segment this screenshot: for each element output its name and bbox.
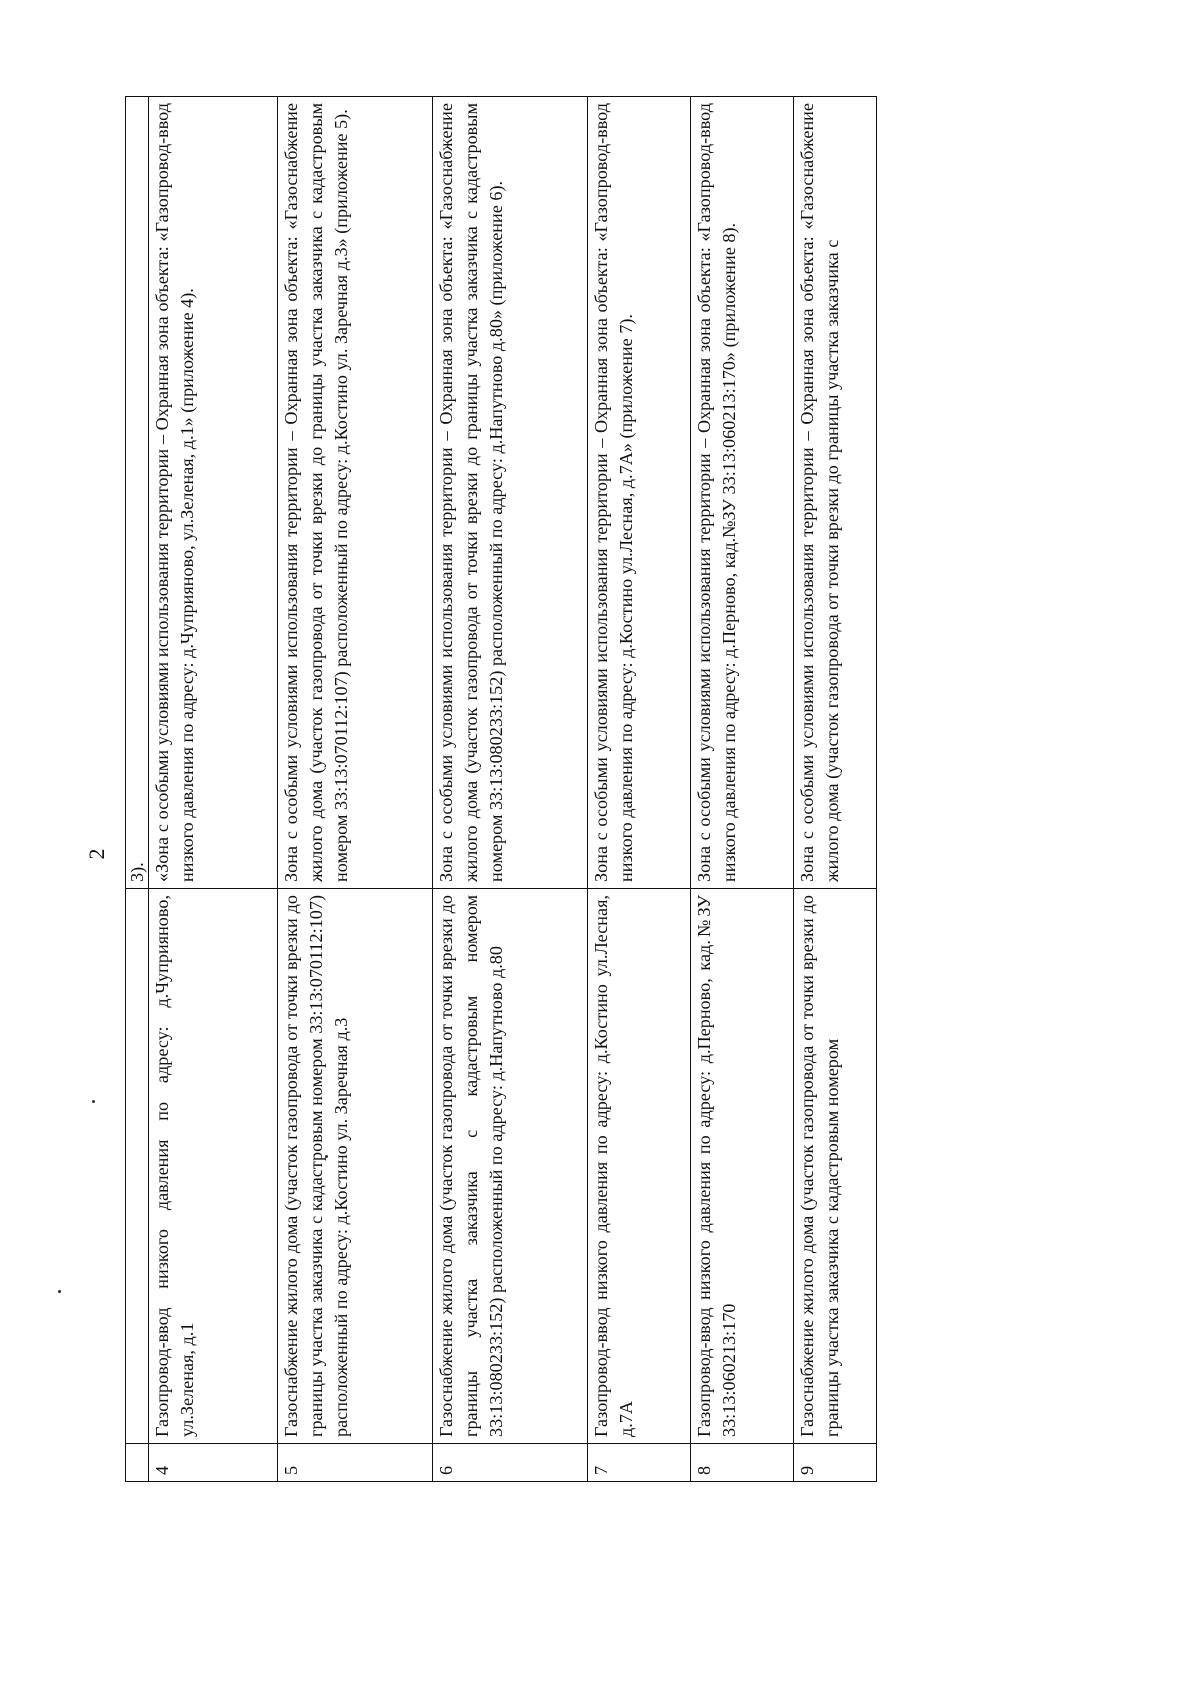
zone-description-cell: Зона с особыми условиями использования территории – Охранная зона объекта: «Газоснабжение жилого дома (участок газопровода от точки врезки до границы участка заказчика с кадастровым номером 33:13:080233:152) расположенный по адресу: д.Напутново д.80» (приложение 6). [433,97,588,889]
object-name-cell: Газопровод-ввод низкого давления по адресу: д.Перново, кад.№ЗУ 33:13:060213:170 [691,889,794,1444]
page-number: 2 [84,848,109,860]
zone-description-cell: «Зона с особыми условиями использования территории – Охранная зона объекта: «Газопровод-ввод низкого давления по адресу: д.Чуприяново, ул.Зеленая, д.1» (приложение 4). [149,97,278,889]
object-name-cell: Газоснабжение жилого дома (участок газопровода от точки врезки до границы участка заказчика с кадастровым номером 33:13:070112:107) расположенный по адресу: д.Костино ул. Заречная д.3 [278,889,433,1444]
scan-speck [58,1290,61,1293]
rotated-page-content [125,97,1090,1482]
table-row [794,97,877,1482]
row-number: 4 [149,1444,278,1482]
table-row [278,97,433,1482]
row-number: 8 [691,1444,794,1482]
object-name-cell: Газоснабжение жилого дома (участок газопровода от точки врезки до границы участка заказчика с кадастровым номером 33:13:080233:152) расположенный по адресу: д.Напутново д.80 [433,889,588,1444]
object-name-cell: Газопровод-ввод низкого давления по адресу: д.Костино ул.Лесная, д.7А [588,889,691,1444]
table-cell [126,1444,149,1482]
object-name-cell: Газоснабжение жилого дома (участок газопровода от точки врезки до границы участка заказчика с кадастровым номером [794,889,877,1444]
table-row [691,97,794,1482]
table-row [588,97,691,1482]
register-table [125,96,877,1482]
row-number: 9 [794,1444,877,1482]
table-row-continuation [126,97,149,1482]
zone-description-cell: Зона с особыми условиями использования территории – Охранная зона объекта: «Газоснабжение жилого дома (участок газопровода от точки врезки до границы участка заказчика с кадастровым номером 33:13:070112:107) расположенный по адресу: д.Костино ул. Заречная д.3» (приложение 5). [278,97,433,889]
row-number: 6 [433,1444,588,1482]
object-name-cell: Газопровод-ввод низкого давления по адресу: д.Чуприяново, ул.Зеленая, д.1 [149,889,278,1444]
scan-speck [92,1100,95,1103]
zone-description-cell: Зона с особыми условиями использования территории – Охранная зона объекта: «Газопровод-ввод низкого давления по адресу: д.Костино ул.Лесная, д.7А» (приложение 7). [588,97,691,889]
zone-description-cell: Зона с особыми условиями использования территории – Охранная зона объекта: «Газопровод-ввод низкого давления по адресу: д.Перново, кад.№ЗУ 33:13:060213:170» (приложение 8). [691,97,794,889]
row-number: 7 [588,1444,691,1482]
row-number: 5 [278,1444,433,1482]
table-row [149,97,278,1482]
table-row [433,97,588,1482]
continuation-cell: 3). [126,97,149,889]
zone-description-cell: Зона с особыми условиями использования территории – Охранная зона объекта: «Газоснабжение жилого дома (участок газопровода от точки врезки до границы участка заказчика с [794,97,877,889]
table-cell [126,889,149,1444]
